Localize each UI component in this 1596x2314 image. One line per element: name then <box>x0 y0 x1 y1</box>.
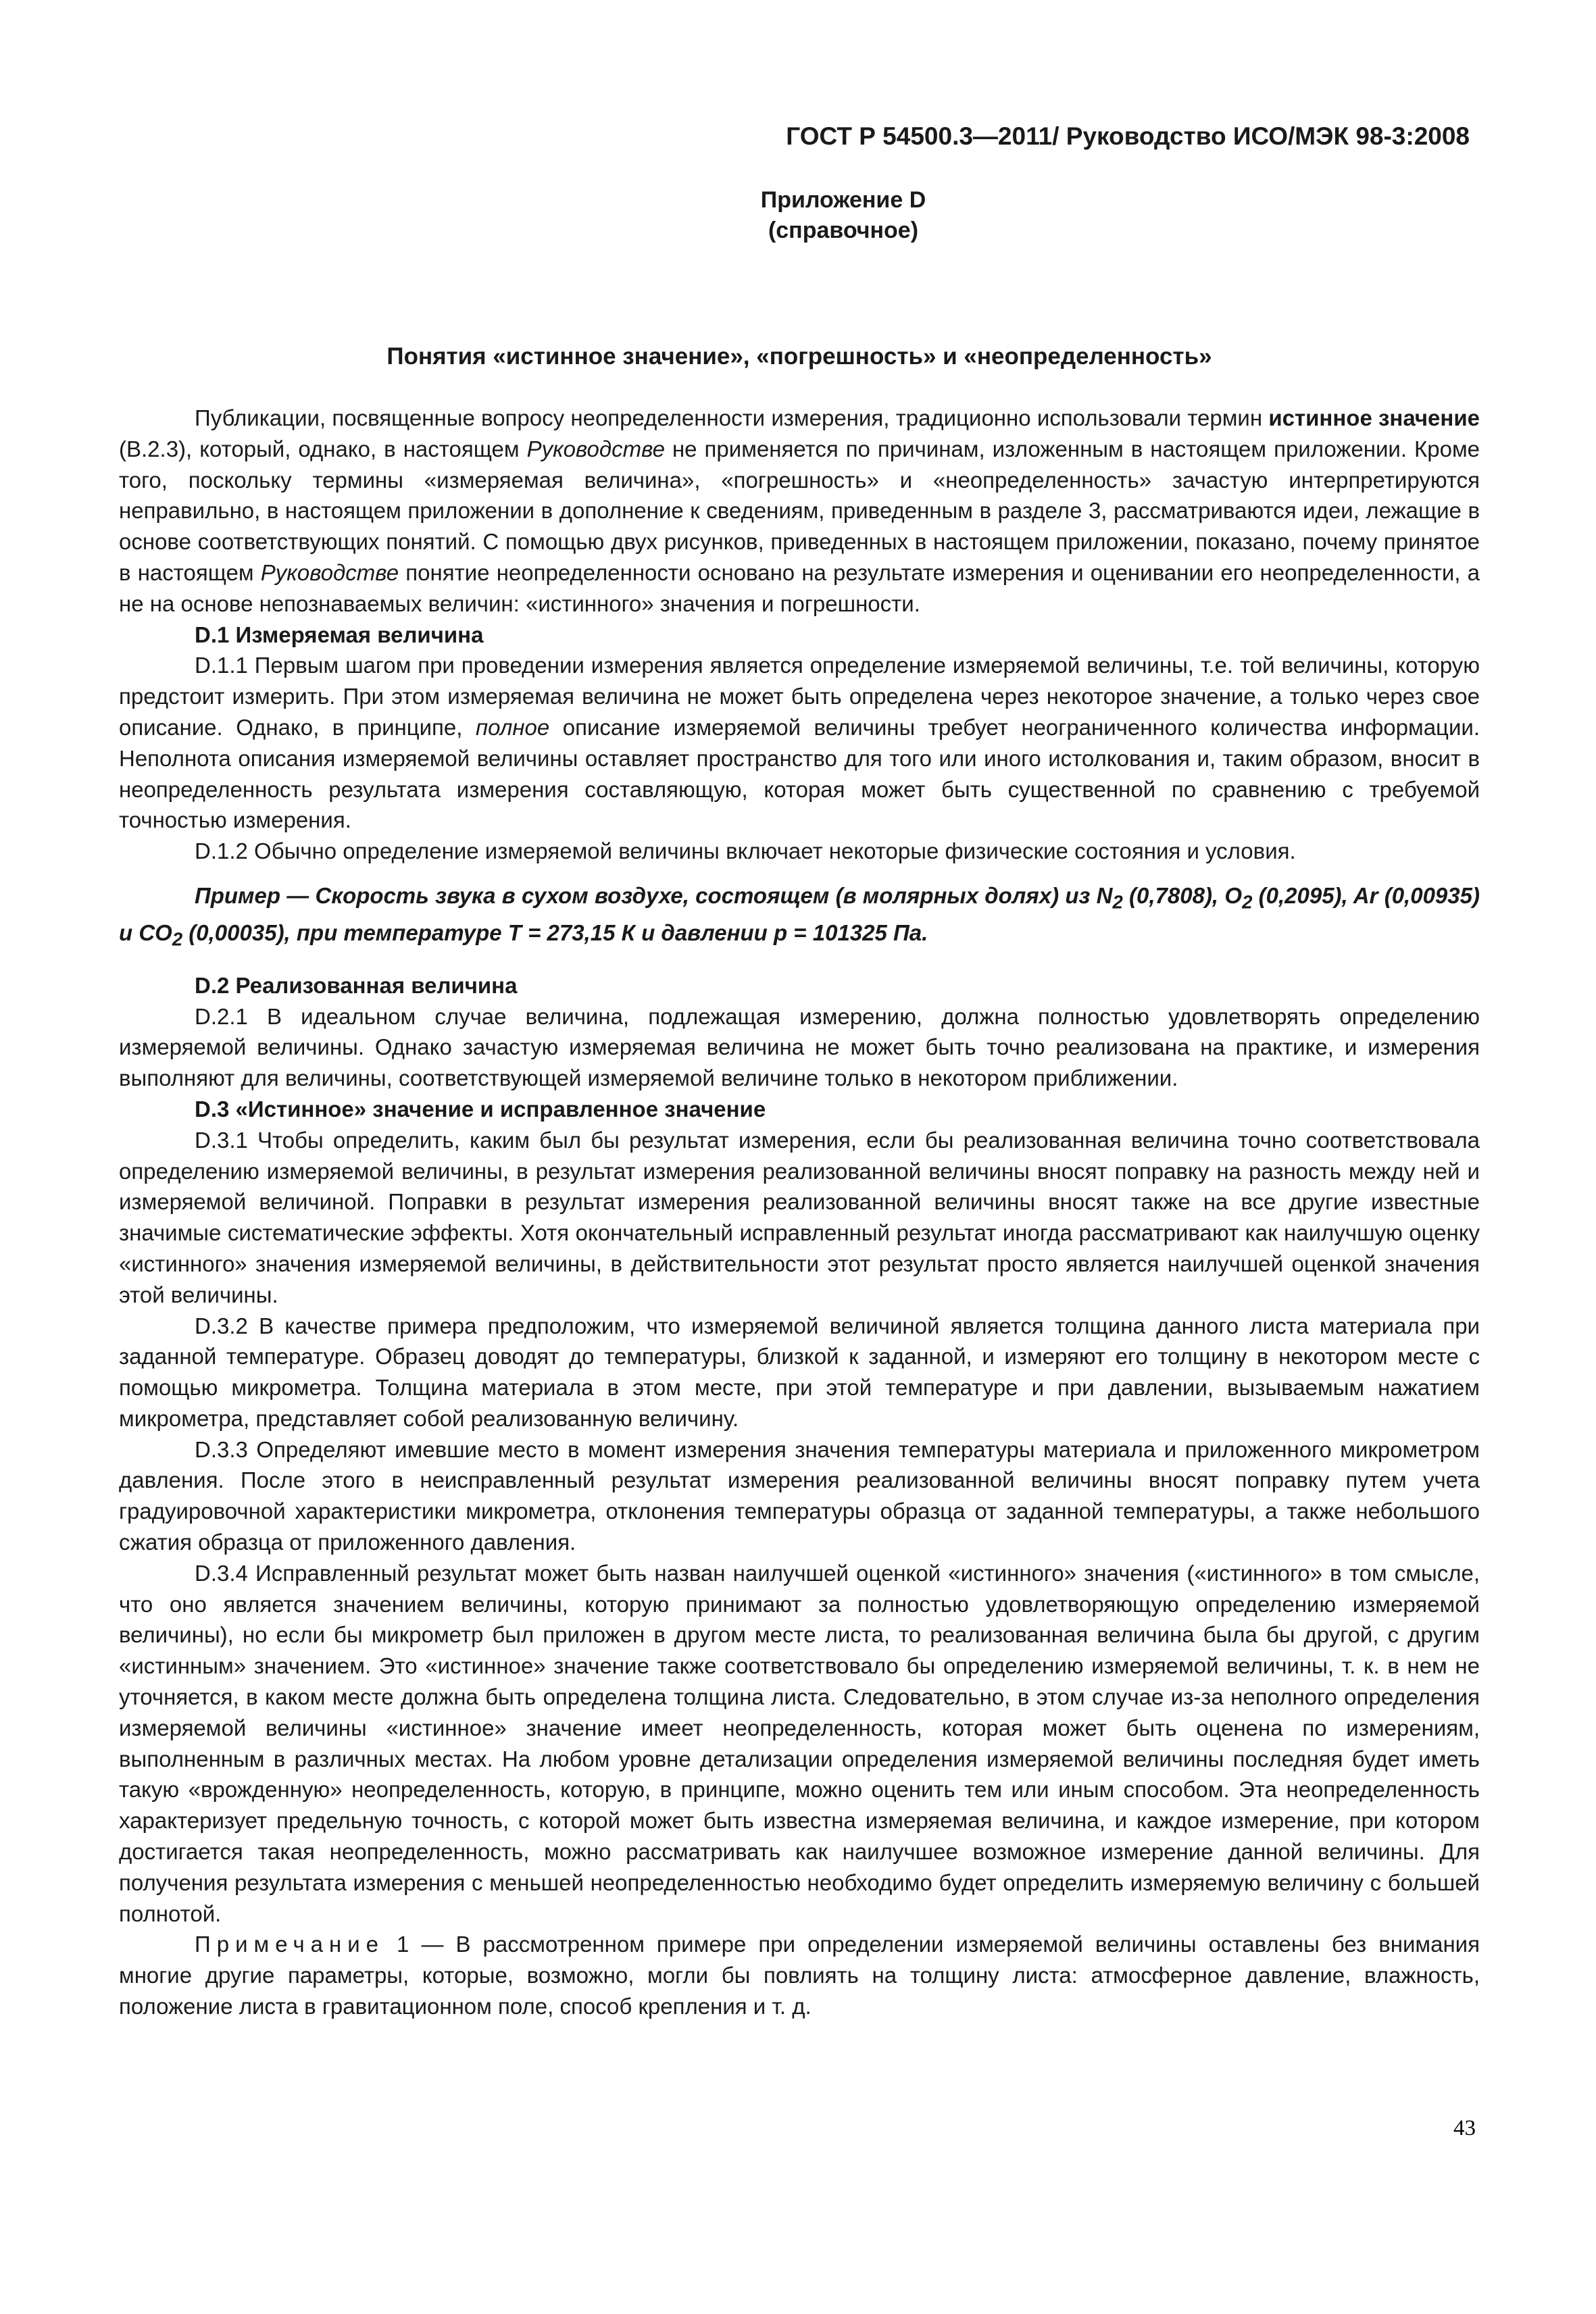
note-label: Примечание <box>195 1932 385 1957</box>
appendix-heading <box>119 185 1480 246</box>
section-heading-d1: D.1 Измеряемая величина <box>195 622 484 647</box>
note-paragraph: Примечание 1 — В рассмотренном примере при определении измеряемой величины оставлены без внимания многие другие параметры, которые, возможно, могли бы повлиять на толщину листа: атмосферное давление, влажность, положение листа в гравитационном поле, способ крепления и т. д. <box>119 1932 1480 2019</box>
section-heading-d2: D.2 Реализованная величина <box>195 972 518 998</box>
paragraph-d3-1: D.3.1 Чтобы определить, каким был бы результат измерения, если бы реализованная величина точно соответствовала определению измеряемой величины, в результат измерения реализованной величины вносят поправку на разность между ней и измеряемой величиной. Поправки в результат измерения реализованной величины вносят также на все другие известные значимые систематические эффекты. Хотя окончательный исправленный результат иногда рассматривают как наилучшую оценку «истинного» значения измеряемой величины, в действительности этот результат просто является наилучшей оценкой значения этой величины. <box>119 1127 1480 1307</box>
term-true-value: истинное значение <box>1268 405 1480 430</box>
example-paragraph: Пример — Скорость звука в сухом воздухе, состоящем (в молярных долях) из $N_2$ (0,7808), $O_2$ (0,2095), Ar (0,00935) и $CO_2$ (0,00035), при температуре T = 273,15 К и давлении p = 101325 Па. <box>119 882 1480 950</box>
paragraph-d2-1: D.2.1 В идеальном случае величина, подлежащая измерению, должна полностью удовлетворять определению измеряемой величины. Однако зачастую измеряемая величина не может быть точно реализована на практике, и измерения выполняют для величины, соответствующей измеряемой величине только в некотором приближении. <box>119 1003 1480 1091</box>
appendix-type: (справочное) <box>768 218 919 243</box>
page-number: 43 <box>1453 2116 1476 2140</box>
page-title: Понятия «истинное значение», «погрешность» и «неопределенность» <box>386 343 1212 370</box>
paragraph-d3-2: D.3.2 В качестве примера предположим, что измеряемой величиной является толщина данного листа материала при заданной температуре. Образец доводят до температуры, близкой к заданной, и измеряют его толщину в некотором месте с помощью микрометра. Толщина материала в этом месте, при этой температуре и при давлении, вызываемым нажатием микрометра, представляет собой реализованную величину. <box>119 1313 1480 1431</box>
paragraph-d3-4: D.3.4 Исправленный результат может быть назван наилучшей оценкой «истинного» значения («истинного» в том смысле, что оно является значением величины, которую принимают за полностью удовлетворяющую определению измеряемой величины), но если бы микрометр был приложен в другом месте листа, то реализованная величина была бы другой, с другим «истинным» значением. Это «истинное» значение также соответствовало бы определению измеряемой величины, т. к. в нем не уточняется, в каком месте должна быть определена толщина листа. Следовательно, в этом случае из-за неполного определения измеряемой величины «истинное» значение имеет неопределенность, которая может быть оценена по измерениям, выполненным в различных местах. На любом уровне детализации определения измеряемой величины последняя будет иметь такую «врожденную» неопределенность, которую, в принципе, можно оценить тем или иным способом. Эта неопределенность характеризует предельную точность, с которой может быть известна измеряемая величина, и каждое измерение, при котором достигается такая неопределенность, можно рассматривать как наилучшее возможное измерение данной величины. Для получения результата измерения с меньшей неопределенностью необходимо будет определить измеряемую величину с большей полнотой. <box>119 1560 1480 1926</box>
section-heading-d3: D.3 «Истинное» значение и исправленное значение <box>195 1096 766 1122</box>
paragraph-d3-3: D.3.3 Определяют имевшие место в момент измерения значения температуры материала и приложенного микрометром давления. После этого в неисправленный результат измерения реализованной величины вносят поправку путем учета градуировочной характеристики микрометра, отклонения температуры образца от заданной температуры, а также небольшого сжатия образца от приложенного давления. <box>119 1436 1480 1555</box>
paragraph-d1-1: D.1.1 Первым шагом при проведении измерения является определение измеряемой величины, т.е. той величины, которую предстоит измерить. При этом измеряемая величина не может быть определена через некоторое значение, а только через свое описание. Однако, в принципе, полное описание измеряемой величины требует неограниченного количества информации. Неполнота описания измеряемой величины оставляет пространство для того или иного истолкования и, таким образом, вносит в неопределенность результата измерения составляющую, которая может быть существенной по сравнению с требуемой точностью измерения. <box>119 653 1480 833</box>
paragraph-d1-2: D.1.2 Обычно определение измеряемой величины включает некоторые физические состояния и условия. <box>195 838 1296 864</box>
standard-header: ГОСТ Р 54500.3—2011/ Руководство ИСО/МЭК 98-3:2008 <box>786 122 1470 150</box>
intro-paragraph: Публикации, посвященные вопросу неопределенности измерения, традиционно использовали термин истинное значение (В.2.3), который, однако, в настоящем Руководстве не применяется по причинам, изложенным в настоящем приложении. Кроме того, поскольку термины «измеряемая величина», «погрешность» и «неопределенность» зачастую интерпретируются неправильно, в настоящем приложении в дополнение к сведениям, приведенным в разделе 3, рассматриваются идеи, лежащие в основе соответствующих понятий. С помощью двух рисунков, приведенных в настоящем приложении, показано, почему принятое в настоящем Руководстве понятие неопределенности основано на результате измерения и оценивании его неопределенности, а не на основе непознаваемых величин: «истинного» значения и погрешности. <box>119 405 1480 616</box>
appendix-label: Приложение D <box>760 187 926 213</box>
